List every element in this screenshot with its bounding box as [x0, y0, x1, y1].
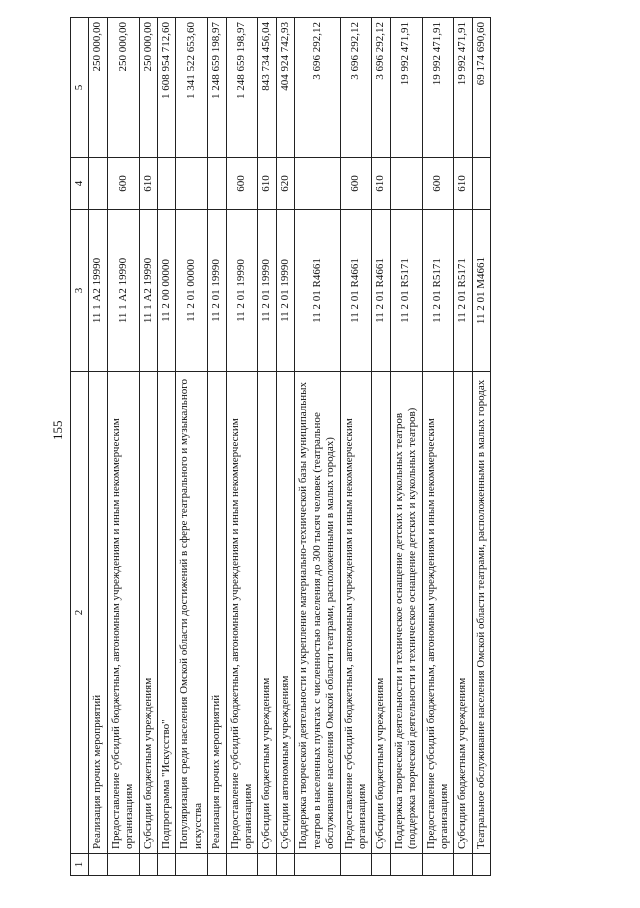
- row-expense-type: [472, 158, 490, 210]
- table-row: [340, 18, 372, 876]
- row-code: 11 2 01 19990: [208, 210, 226, 372]
- table-row: [472, 18, 490, 876]
- row-code: 11 1 А2 19990: [107, 210, 139, 372]
- table-row: [176, 18, 208, 876]
- row-number-cell: [176, 854, 208, 876]
- row-expense-type: 600: [226, 158, 258, 210]
- row-name: Поддержка творческой деятельности и укрепление материально-технической базы муниципальных театров в населенных пунктах с численностью населения до 300 тысяч человек (театральное обслуживание населения Омской области театрами, расположенными в малых городах): [295, 372, 340, 854]
- row-name: Популяризация среди населения Омской области достижений в сфере театрального и музыкального искусства: [176, 372, 208, 854]
- row-sum: 1 341 522 653,60: [176, 18, 208, 158]
- row-name: Поддержка творческой деятельности и техническое оснащение детских и кукольных театров (поддержка творческой деятельности и техническое оснащение детских и кукольных театров): [390, 372, 422, 854]
- budget-table: [70, 17, 491, 876]
- row-expense-type: [158, 158, 176, 210]
- row-sum: 3 696 292,12: [340, 18, 372, 158]
- row-expense-type: 610: [372, 158, 390, 210]
- row-sum: 69 174 690,60: [472, 18, 490, 158]
- row-code: 11 1 А2 19990: [139, 210, 157, 372]
- row-expense-type: [89, 158, 107, 210]
- row-name: Театральное обслуживание населения Омской области театрами, расположенными в малых городах: [472, 372, 490, 854]
- row-expense-type: 600: [422, 158, 454, 210]
- row-code: 11 2 01 R4661: [295, 210, 340, 372]
- table-row: [158, 18, 176, 876]
- row-name: Реализация прочих мероприятий: [89, 372, 107, 854]
- row-number-cell: [340, 854, 372, 876]
- row-name: Субсидии бюджетным учреждениям: [372, 372, 390, 854]
- row-name: Предоставление субсидий бюджетным, автономным учреждениям и иным некоммерческим организациям: [226, 372, 258, 854]
- table-row: [226, 18, 258, 876]
- row-number-cell: [390, 854, 422, 876]
- table-row: [258, 18, 276, 876]
- row-name: Субсидии бюджетным учреждениям: [258, 372, 276, 854]
- row-code: 11 2 01 19990: [226, 210, 258, 372]
- table-row: [390, 18, 422, 876]
- table-row: [139, 18, 157, 876]
- row-code: 11 2 01 00000: [176, 210, 208, 372]
- row-code: 11 2 00 00000: [158, 210, 176, 372]
- row-number-cell: [89, 854, 107, 876]
- row-name: Предоставление субсидий бюджетным, автономным учреждениям и иным некоммерческим организациям: [107, 372, 139, 854]
- row-expense-type: [295, 158, 340, 210]
- row-number-cell: [422, 854, 454, 876]
- table-row: [208, 18, 226, 876]
- row-expense-type: [208, 158, 226, 210]
- row-code: 11 2 01 R4661: [372, 210, 390, 372]
- row-code: 11 1 А2 19990: [89, 210, 107, 372]
- header-col-2: 2: [71, 372, 89, 854]
- row-number-cell: [276, 854, 294, 876]
- table-row: [372, 18, 390, 876]
- page-number: 155: [50, 420, 65, 440]
- row-expense-type: 600: [107, 158, 139, 210]
- row-sum: 19 992 471,91: [454, 18, 472, 158]
- row-number-cell: [295, 854, 340, 876]
- row-sum: 843 734 456,04: [258, 18, 276, 158]
- row-number-cell: [454, 854, 472, 876]
- row-sum: 1 608 954 712,60: [158, 18, 176, 158]
- rotated-table-container: [70, 18, 610, 876]
- row-sum: 250 000,00: [107, 18, 139, 158]
- row-expense-type: 610: [258, 158, 276, 210]
- row-name: Субсидии бюджетным учреждениям: [139, 372, 157, 854]
- row-name: Реализация прочих мероприятий: [208, 372, 226, 854]
- row-name: Подпрограмма "Искусство": [158, 372, 176, 854]
- header-col-1: 1: [71, 854, 89, 876]
- table-row: [295, 18, 340, 876]
- row-number-cell: [258, 854, 276, 876]
- row-name: Субсидии бюджетным учреждениям: [454, 372, 472, 854]
- row-name: Субсидии автономным учреждениям: [276, 372, 294, 854]
- row-sum: 404 924 742,93: [276, 18, 294, 158]
- row-code: 11 2 01 19990: [276, 210, 294, 372]
- row-number-cell: [472, 854, 490, 876]
- row-expense-type: 610: [139, 158, 157, 210]
- table-row: [276, 18, 294, 876]
- row-expense-type: [390, 158, 422, 210]
- row-number-cell: [372, 854, 390, 876]
- row-expense-type: 610: [454, 158, 472, 210]
- header-col-5: 5: [71, 18, 89, 158]
- row-number-cell: [107, 854, 139, 876]
- row-name: Предоставление субсидий бюджетным, автономным учреждениям и иным некоммерческим организациям: [422, 372, 454, 854]
- row-sum: 3 696 292,12: [372, 18, 390, 158]
- header-row: [71, 18, 89, 876]
- row-sum: 1 248 659 198,97: [208, 18, 226, 158]
- row-number-cell: [158, 854, 176, 876]
- row-code: 11 2 01 R4661: [340, 210, 372, 372]
- table-row: [422, 18, 454, 876]
- row-code: 11 2 01 R5171: [454, 210, 472, 372]
- header-col-3: 3: [71, 210, 89, 372]
- row-sum: 250 000,00: [139, 18, 157, 158]
- row-expense-type: 600: [340, 158, 372, 210]
- row-name: Предоставление субсидий бюджетным, автономным учреждениям и иным некоммерческим организациям: [340, 372, 372, 854]
- row-code: 11 2 01 19990: [258, 210, 276, 372]
- row-sum: 250 000,00: [89, 18, 107, 158]
- row-sum: 19 992 471,91: [422, 18, 454, 158]
- row-number-cell: [208, 854, 226, 876]
- row-sum: 1 248 659 198,97: [226, 18, 258, 158]
- row-expense-type: 620: [276, 158, 294, 210]
- row-code: 11 2 01 М4661: [472, 210, 490, 372]
- row-expense-type: [176, 158, 208, 210]
- row-number-cell: [226, 854, 258, 876]
- row-number-cell: [139, 854, 157, 876]
- row-sum: 19 992 471,91: [390, 18, 422, 158]
- table-body: [89, 18, 491, 876]
- table-row: [454, 18, 472, 876]
- row-code: 11 2 01 R5171: [422, 210, 454, 372]
- row-code: 11 2 01 R5171: [390, 210, 422, 372]
- row-sum: 3 696 292,12: [295, 18, 340, 158]
- header-col-4: 4: [71, 158, 89, 210]
- table-row: [89, 18, 107, 876]
- table-row: [107, 18, 139, 876]
